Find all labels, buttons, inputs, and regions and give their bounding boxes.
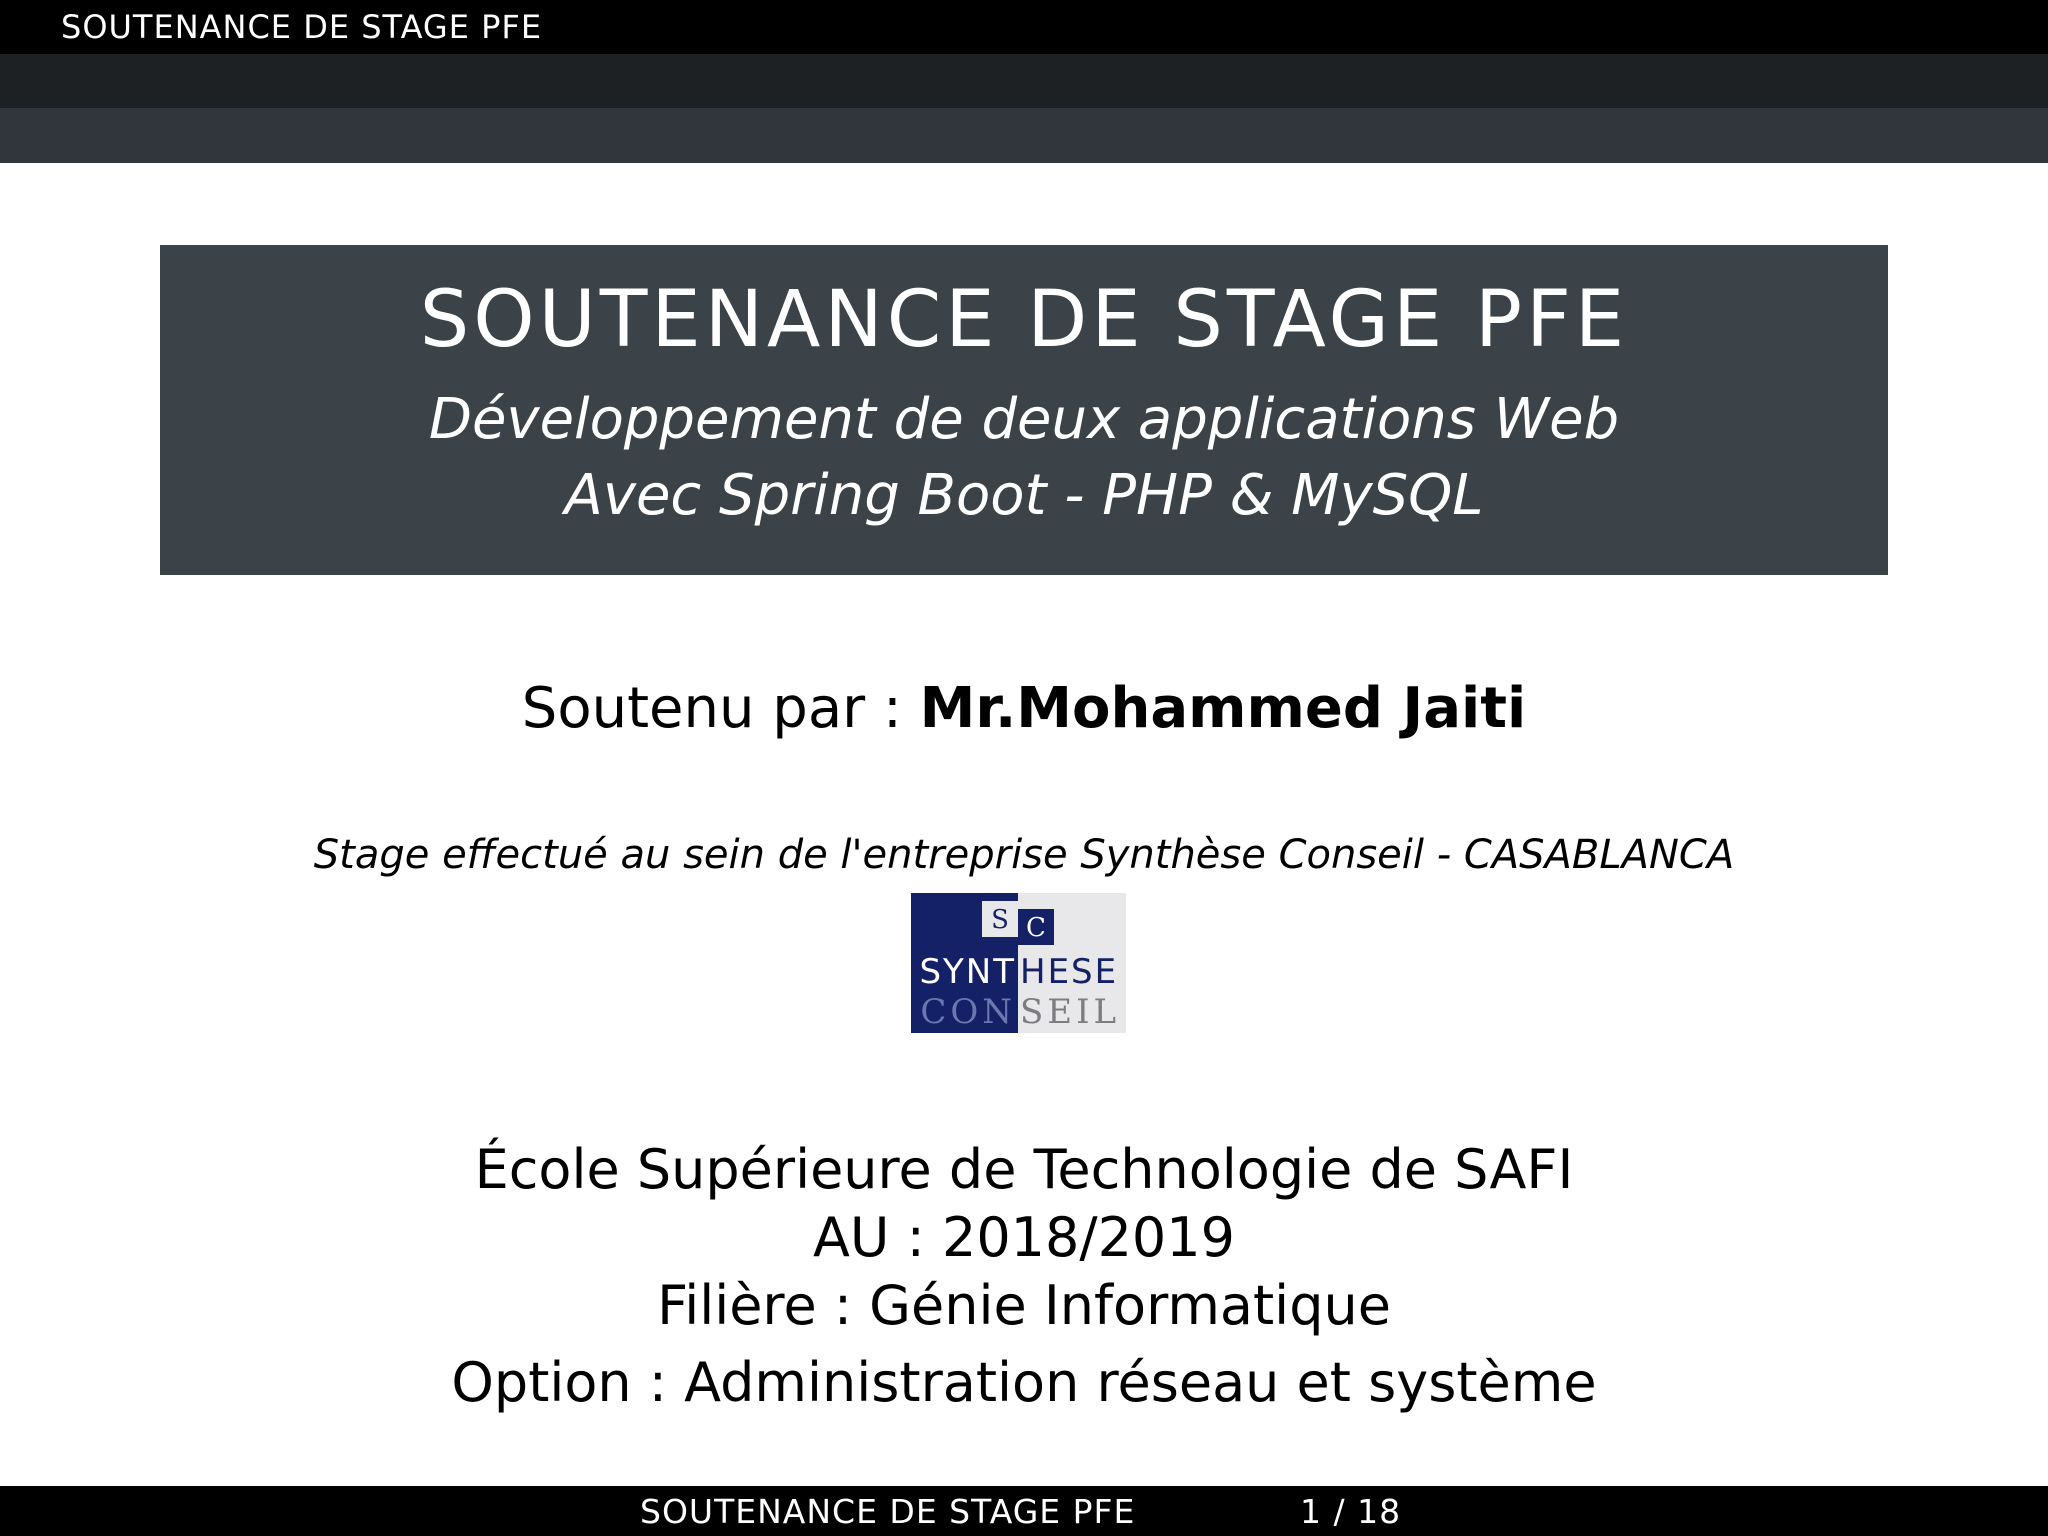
header-band-bottom	[0, 108, 2048, 163]
logo-word-seil: SEIL	[1020, 992, 1121, 1032]
logo-letter-c: C	[1026, 913, 1046, 943]
title-block	[160, 245, 1888, 575]
presentation-title: SOUTENANCE DE STAGE PFE	[419, 275, 1629, 365]
header-band-middle	[0, 54, 2048, 108]
footer-bar	[0, 1486, 2048, 1536]
page-number: 1 / 18	[1300, 1492, 1402, 1531]
internship-info: Stage effectué au sein de l'entreprise Synthèse Conseil - CASABLANCA	[313, 832, 1735, 878]
presentation-subtitle-line1: Développement de deux applications Web	[428, 387, 1620, 452]
logo-word-synt: SYNT	[919, 952, 1016, 992]
logo-word-con: CON	[920, 992, 1016, 1032]
academic-year: AU : 2018/2019	[812, 1206, 1236, 1269]
presentation-subtitle-line2: Avec Spring Boot - PHP & MySQL	[564, 463, 1484, 528]
author-line	[0, 676, 2048, 741]
school-name: École Supérieure de Technologie de SAFI	[474, 1138, 1574, 1201]
author-label: Soutenu par :	[521, 676, 920, 741]
footer-title: SOUTENANCE DE STAGE PFE	[640, 1492, 1136, 1531]
logo-word-hese: HESE	[1020, 952, 1119, 992]
study-option: Option : Administration réseau et système	[451, 1351, 1597, 1414]
header-bar	[0, 0, 2048, 54]
study-field: Filière : Génie Informatique	[657, 1274, 1391, 1337]
logo-letter-s: S	[991, 905, 1009, 935]
author-name: Mr.Mohammed Jaiti	[919, 676, 1527, 741]
header-section-title: SOUTENANCE DE STAGE PFE	[61, 8, 543, 46]
synthese-conseil-logo	[911, 893, 1126, 1033]
